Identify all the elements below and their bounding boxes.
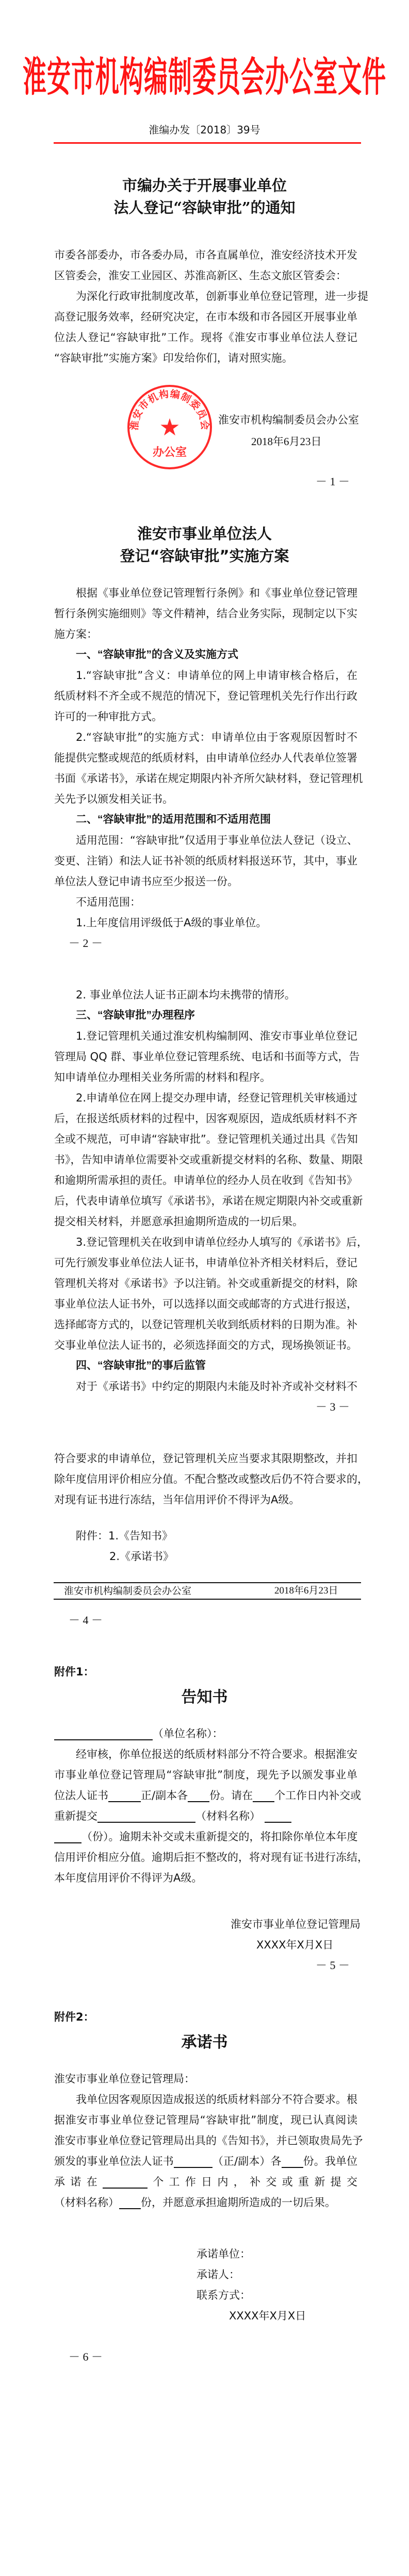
official-seal-stamp [126, 384, 213, 470]
body-line [54, 1785, 362, 1806]
body-line: 市事业单位登记管理局“容缺审批”制度，现先予以颁发事业单 [54, 1769, 357, 1781]
page-number: － 6 － [69, 2350, 103, 2363]
org-red-header: 淮安市机构编制委员会办公室文件 [23, 53, 386, 100]
footer-issuer: 淮安市机构编制委员会办公室 [64, 1585, 192, 1597]
notice-letter-title: 告知书 [181, 1688, 228, 1706]
body-line: 选择邮寄方式的，以登记管理机关收到纸质材料的日期为准。补 [54, 1318, 357, 1331]
body-line: 变更、注销）和法人证书补领的纸质材料报送环节，其中，事业 [54, 855, 357, 867]
contact-label: 联系方式： [197, 2289, 251, 2301]
committing-person-label: 承诺人： [197, 2268, 240, 2281]
body-line: 后，在报送纸质材料的过程中，因客观原因，造成纸质材料不齐 [54, 1112, 357, 1125]
page-number: － 1 － [316, 475, 350, 488]
section-heading: 一、“容缺审批”的含义及实施方式 [76, 649, 238, 660]
page-number: － 5 － [316, 1959, 350, 1972]
body-line: 淮安市事业单位登记管理局出具的《告知书》，并已领取贵局先予 [54, 2134, 363, 2147]
footer-date: 2018年6月23日 [274, 1585, 338, 1596]
signature-date: XXXX年X月X日 [256, 1939, 334, 1951]
material-count-blank[interactable] [265, 1810, 291, 1823]
signature-org: 淮安市事业单位登记管理局 [231, 1918, 361, 1930]
unit-name-blank[interactable] [54, 1728, 153, 1740]
attachment-item: 2.《承诺书》 [109, 1550, 174, 1563]
plan-title-line2: 登记“容缺审批”实施方案 [120, 547, 289, 565]
body-line: 暂行条例实施细则》等文件精神，结合业务实际，现制定以下实 [54, 607, 357, 620]
body-line: 对现有证书进行冻结，当年信用评价不得评为A级。 [54, 1494, 300, 1506]
body-line [54, 2151, 357, 2172]
body-line: 和逾期所需承担的责任。申请单位的经办人员在收到《告知书》 [54, 1174, 357, 1187]
body-line: 纸质材料不齐全或不规范的情况下，登记管理机关先行作出行政 [54, 690, 357, 702]
workdays-blank[interactable] [253, 1790, 274, 1802]
text-segment: 重新提交 [54, 1810, 97, 1822]
material-count-blank[interactable] [119, 2197, 141, 2209]
text-segment: （份）。逾期未补交或未重新提交的，将扣除你单位本年度 [81, 1831, 358, 1843]
body-line [54, 1826, 357, 1847]
footer-bar [54, 1582, 361, 1600]
copies-blank[interactable] [282, 2156, 303, 2168]
copies-blank[interactable] [188, 1790, 209, 1802]
body-line [54, 2172, 357, 2192]
notice-title-line1: 市编办关于开展事业单位 [122, 177, 287, 194]
body-line: 为深化行政审批制度改革，创新事业单位登记管理，进一步提 [76, 290, 368, 302]
body-line: 单位法人登记申请书应至少报送一份。 [54, 875, 238, 888]
text-segment: 位法人证书 [54, 1789, 108, 1802]
signature-date: XXXX年X月X日 [229, 2310, 306, 2322]
notice-title-line2: 法人登记“容缺审批”的通知 [113, 199, 296, 216]
commitment-letter-title: 承诺书 [181, 2033, 228, 2052]
body-line: 本年度信用评价不得评为A级。 [54, 1872, 203, 1884]
text-segment: 个工作日内，补交或重新提交 [147, 2176, 357, 2188]
body-line: 1.登记管理机关通过淮安机构编制网、淮安市事业单位登记 [76, 1030, 357, 1042]
body-line: 适用范围：“容缺审批”仅适用于事业单位法人登记（设立、 [76, 834, 358, 846]
text-segment: 份。请在 [209, 1789, 253, 1802]
section-heading: 三、“容缺审批”办理程序 [76, 1009, 195, 1021]
document-number: 淮编办发〔2018〕39号 [149, 124, 260, 136]
body-line: 根据《事业单位登记管理暂行条例》和《事业单位登记管理 [76, 587, 357, 599]
body-line: 除年度信用评价相应分值。不配合整改或整改后仍不符合要求的， [54, 1473, 368, 1485]
body-line: 3.登记管理机关在收到申请单位经办人填写的《承诺书》后， [76, 1236, 368, 1248]
text-segment: 份，并愿意承担逾期所造成的一切后果。 [141, 2196, 336, 2209]
signature-block [0, 384, 409, 471]
body-line: 书面《承诺书》，承诺在规定期限内补齐所欠缺材料，登记管理机 [54, 772, 363, 785]
seal-ring-text: 淮安市机构编制委员会 [128, 388, 211, 431]
attachments-list: 附件：1.《告知书》 [76, 1530, 173, 1542]
addressee-line [54, 1723, 409, 1744]
text-segment: （材料名称） [195, 1810, 260, 1822]
body-line: 提交相关材料，并愿意承担逾期所造成的一切后果。 [54, 1215, 303, 1228]
text-segment: 承诺在 [54, 2176, 103, 2188]
body-line: 信用评价相应分值。逾期后拒不整改的，将对现有证书进行冻结， [54, 1851, 368, 1863]
body-line: 交事业单位法人证书的，必须选择面交的方式，现场换领证书。 [54, 1339, 357, 1351]
body-line: 2. 事业单位法人证书正副本均未携带的情形。 [76, 989, 296, 1001]
attachment-label: 附件1： [54, 1666, 94, 1678]
body-line: 1.上年度信用评级低于A级的事业单位。 [76, 917, 267, 929]
body-line: 管理局 QQ 群、事业单位登记管理系统、电话和书面等方式，告 [54, 1050, 360, 1063]
body-line: 管理机关将对《承诺书》予以注销。补交或重新提交的材料，除 [54, 1277, 357, 1290]
body-line: 事业单位法人证书外，可以选择以面交或邮寄的方式进行报送， [54, 1298, 357, 1310]
signature-org: 淮安市机构编制委员会办公室 [218, 414, 359, 426]
text-segment: （正/副本）各 [212, 2155, 282, 2167]
body-line: “容缺审批”实施方案》印发给你们，请对照实施。 [54, 352, 293, 364]
text-segment: 颁发的事业单位法人证书 [54, 2155, 174, 2167]
body-line: 能提供完整或规范的纸质材料，由申请单位经办人代表单位签署 [54, 752, 357, 764]
body-line: 后，代表申请单位填写《承诺书》，承诺在规定期限内补交或重新 [54, 1195, 363, 1207]
seal-bottom-text: 办公室 [152, 446, 187, 459]
body-line: 不适用范围： [76, 896, 141, 908]
body-line: 我单位因客观原因造成报送的纸质材料部分不符合要求。根 [76, 2093, 357, 2106]
addressee-line: 区管委会，淮安工业园区、苏淮高新区、生态文旅区管委会： [54, 269, 347, 282]
plan-title-line1: 淮安市事业单位法人 [137, 525, 272, 543]
body-line: 知申请单位办理相关业务所需的材料和程序。 [54, 1071, 271, 1083]
section-heading: 二、“容缺审批”的适用范围和不适用范围 [76, 814, 271, 825]
body-line: 对于《承诺书》中约定的期限内未能及时补齐或补交材料不 [76, 1380, 357, 1393]
body-line: 许可的一种审批方式。 [54, 710, 162, 723]
text-segment: 份。我单位 [303, 2155, 358, 2167]
body-line [54, 2192, 409, 2213]
body-line: 全或不规范，可申请“容缺审批”。登记管理机关通过出具《告知 [54, 1133, 358, 1145]
body-line: 关先予以颁发相关证书。 [54, 793, 173, 805]
page-number: － 4 － [69, 1614, 103, 1626]
committing-unit-label: 承诺单位： [197, 2248, 251, 2260]
body-line [54, 1806, 409, 1826]
material-count-blank[interactable] [54, 1831, 81, 1843]
count-blank[interactable] [174, 2156, 212, 2168]
page-number: － 2 － [69, 937, 103, 950]
signature-date: 2018年6月23日 [251, 435, 322, 448]
body-line: 2.“容缺审批”的实施方式：申请单位由于客观原因暂时不 [76, 731, 357, 743]
body-line: 2.申请单位在网上提交办理申请，经登记管理机关审核通过 [76, 1092, 357, 1104]
seal-emblem-icon: ★ [159, 413, 181, 441]
workdays-blank[interactable] [103, 2176, 148, 2189]
page-number: － 3 － [316, 1400, 350, 1413]
body-line: 1.“容缺审批”含义：申请单位的网上申请审核合格后，在 [76, 669, 357, 682]
body-line: 高登记服务效率，经研究决定，在市本级和市各园区开展事业单 [54, 311, 357, 323]
text-segment: 正/副本各 [141, 1789, 188, 1802]
body-line: 符合要求的申请单位，登记管理机关应当要求其限期整改，并扣 [54, 1452, 357, 1465]
count-blank[interactable] [108, 1790, 141, 1802]
addressee-suffix: （单位名称）： [153, 1727, 223, 1740]
attachment-label: 附件2： [54, 2011, 94, 2023]
text-segment: （材料名称） [54, 2196, 119, 2209]
addressee-line: 淮安市事业单位登记管理局： [54, 2073, 195, 2085]
text-segment: 个工作日内补交或 [274, 1789, 362, 1802]
body-line: 施方案： [54, 628, 97, 640]
addressee-line: 市委各部委办，市各委办局，市各直属单位，淮安经济技术开发 [54, 249, 357, 261]
body-line: 可先行颁发事业单位法人证书，申请单位补齐相关材料后，登记 [54, 1257, 357, 1269]
section-heading: 四、“容缺审批”的事后监管 [76, 1360, 206, 1371]
body-line: 经审核，你单位报送的纸质材料部分不符合要求。根据淮安 [76, 1748, 357, 1760]
body-line: 书》，告知申请单位需要补交或重新提交材料的名称、数量、期限 [54, 1154, 363, 1166]
body-line: 位法人登记“容缺审批”工作。现将《淮安市事业单位法人登记 [54, 331, 357, 344]
material-name-blank[interactable] [97, 1810, 195, 1823]
body-line: 据淮安市事业单位登记管理局“容缺审批”制度，现已认真阅读 [54, 2114, 357, 2126]
